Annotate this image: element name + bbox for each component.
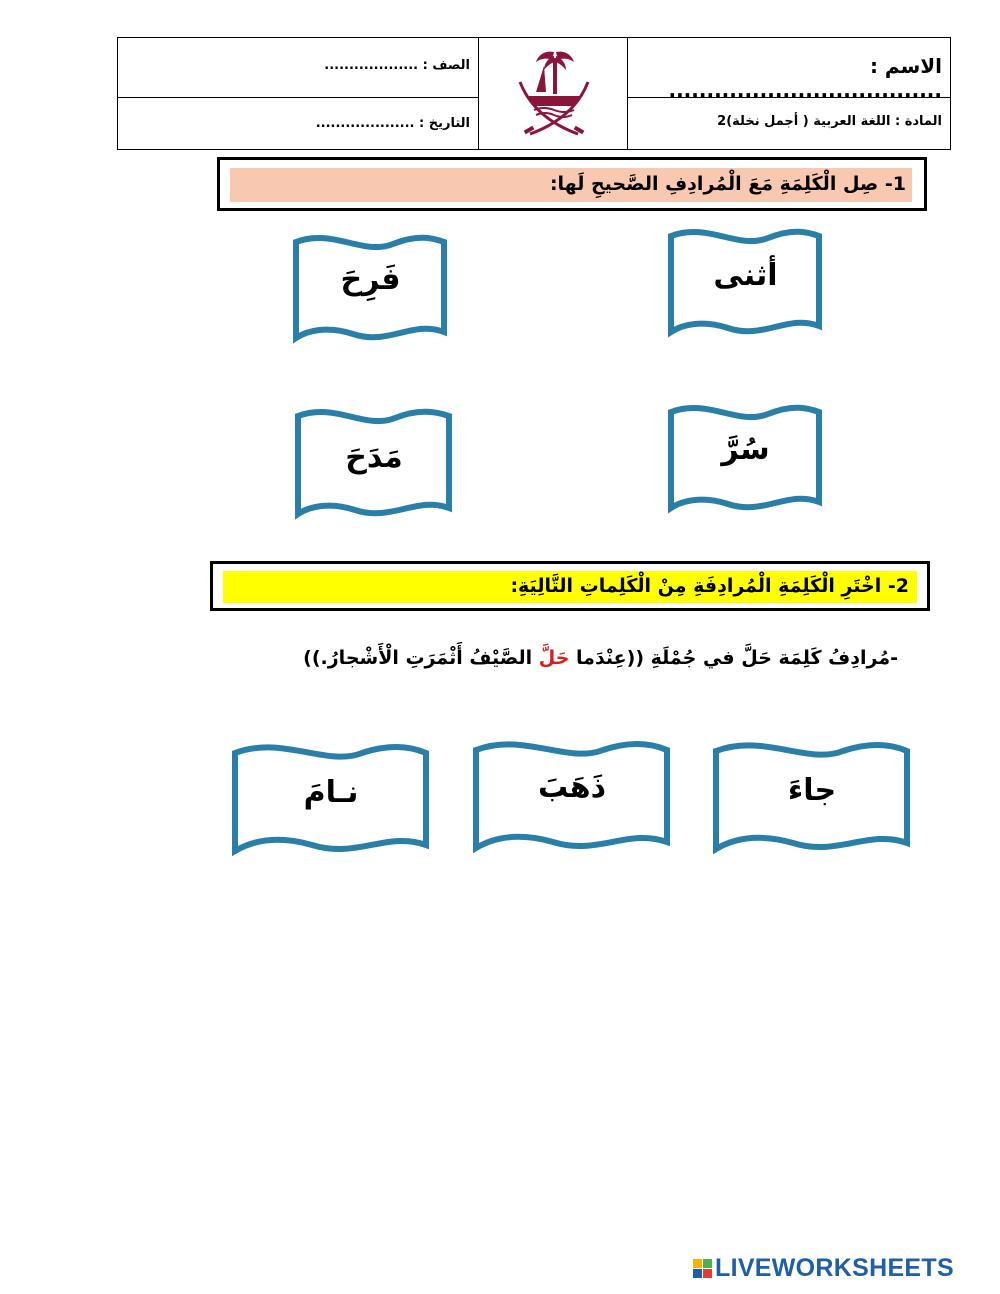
section2-header [210,561,930,611]
option-flag-3[interactable] [232,743,430,855]
question-sentence [303,647,898,669]
option-flag-1[interactable] [713,741,911,853]
class-label: الصف : [422,58,470,73]
liveworksheets-brand[interactable] [693,1254,954,1283]
option-2: ذَهَبَ [538,770,606,805]
option-flag-2[interactable] [473,740,671,852]
section1-title: 1- صِل الْكَلِمَةِ مَعَ الْمُرادِفِ الصَّحيحِ لَها: [549,173,906,195]
date-dots: .................... [315,116,415,131]
subject-field [628,98,950,149]
brand-name: LIVEWORKSHEETS [715,1254,954,1282]
date-field[interactable] [118,98,478,149]
section2-title: 2- اخْتَرِ الْكَلِمَةِ الْمُرادِفَةِ مِنْ الْكَلِماتِ التَّالِيَةِ: [510,575,909,597]
header-table [117,37,951,150]
section1-header [217,157,927,211]
question-part2: الصَّيْفُ أَثْمَرَتِ الْأَشْجارُ.)) [303,647,533,669]
name-label: الاسم : [869,54,942,78]
flag-word-2[interactable] [293,234,448,344]
qatar-emblem-icon [514,48,594,140]
name-field[interactable] [628,38,950,102]
word-3: سُرَّ [721,432,770,467]
flag-word-3[interactable] [668,404,823,514]
question-highlight: حَلَّ [538,647,570,669]
word-2: فَرِحَ [340,262,401,297]
date-label: التاريخ : [419,116,470,131]
liveworksheets-logo-icon [693,1259,712,1278]
word-1: أثنى [713,258,778,293]
name-dots: .................................... [668,78,942,102]
flag-word-4[interactable] [295,408,453,520]
subject-label: المادة : اللغة العربية ( أجمل نخلة)2 [717,114,942,129]
word-4: مَدَحَ [345,440,403,475]
class-dots: ................... [324,58,419,73]
option-1: جاءَ [787,773,837,808]
option-3: نـامَ [303,775,359,810]
flag-word-1[interactable] [668,228,823,338]
question-part1: -مُرادِفُ كَلِمَة حَلَّ في جُمْلَةِ ((عِنْدَما [576,647,898,669]
logo-cell [478,38,628,149]
class-field[interactable] [118,38,478,98]
